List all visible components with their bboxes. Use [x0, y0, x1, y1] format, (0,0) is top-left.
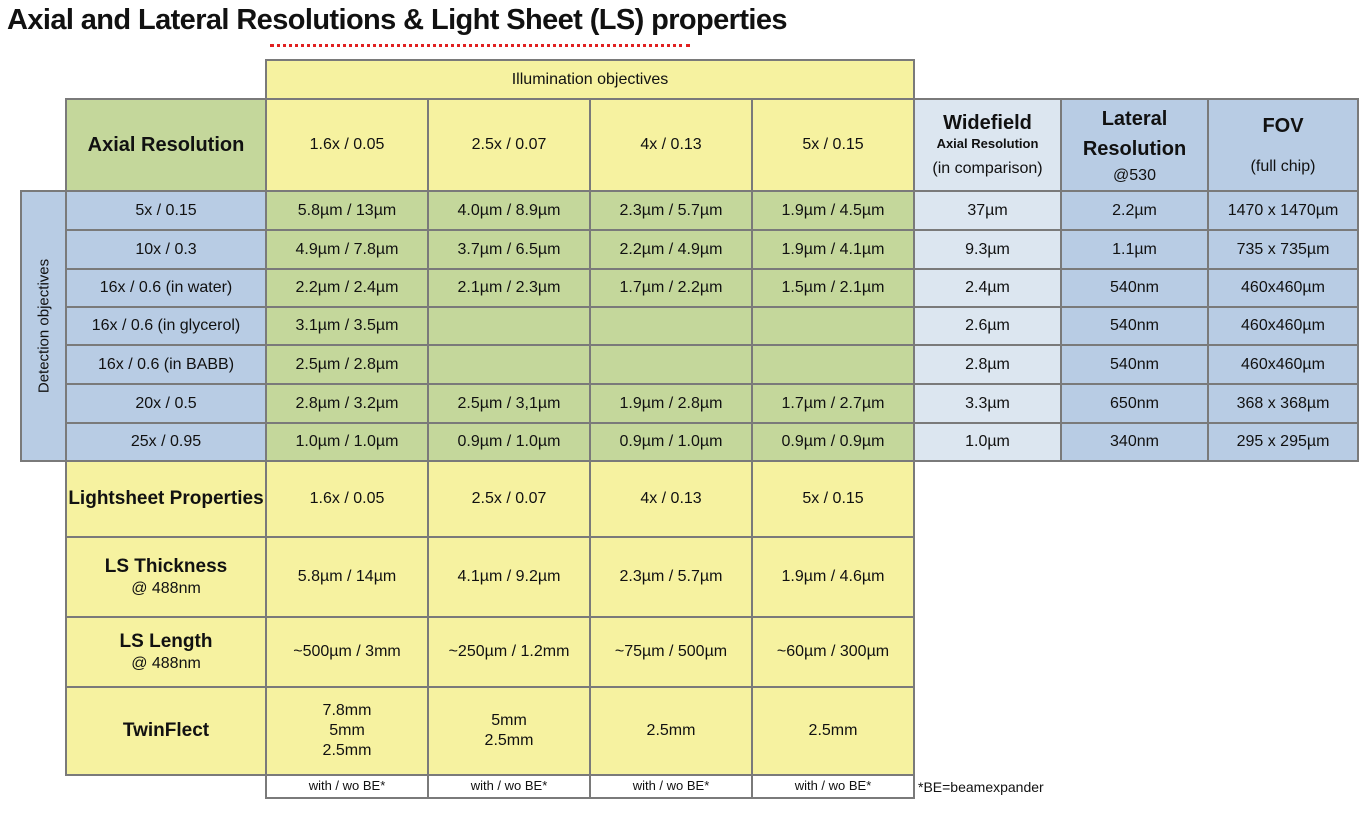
axial-value-cell: 0.9µm / 1.0µm	[589, 422, 753, 462]
lateral-title: Lateral Resolution	[1082, 108, 1187, 160]
detection-objective-cell: 16x / 0.6 (in glycerol)	[65, 306, 267, 346]
widefield-value-cell: 37µm	[913, 190, 1062, 231]
ls-length-value: ~60µm / 300µm	[751, 616, 915, 688]
twinflect-line: 2.5mm	[322, 742, 372, 759]
widefield-title: Widefield	[943, 112, 1032, 135]
ls-thickness-subtitle: @ 488nm	[131, 579, 201, 597]
illum-objective-header: 2.5x / 0.07	[427, 98, 591, 192]
fov-value-cell: 460x460µm	[1207, 344, 1359, 385]
decorative-red-dotted-line	[270, 44, 690, 47]
fov-value-cell: 295 x 295µm	[1207, 422, 1359, 462]
detection-objectives-label	[20, 190, 67, 462]
widefield-header	[913, 98, 1062, 192]
ls-length-value: ~250µm / 1.2mm	[427, 616, 591, 688]
fov-value-cell: 368 x 368µm	[1207, 383, 1359, 424]
axial-value-cell: 1.9µm / 2.8µm	[589, 383, 753, 424]
illum-objective-header: 4x / 0.13	[589, 98, 753, 192]
footnote-cell: with / wo BE*	[589, 774, 753, 799]
twinflect-value	[589, 686, 753, 776]
fov-note: (full chip)	[1250, 157, 1316, 175]
ls-thickness-value: 4.1µm / 9.2µm	[427, 536, 591, 618]
axial-value-cell: 1.5µm / 2.1µm	[751, 268, 915, 308]
axial-value-cell: 2.1µm / 2.3µm	[427, 268, 591, 308]
ls-length-value: ~500µm / 3mm	[265, 616, 429, 688]
twinflect-value	[265, 686, 429, 776]
fov-value-cell: 460x460µm	[1207, 306, 1359, 346]
widefield-subtitle: Axial Resolution	[936, 136, 1039, 152]
axial-value-cell	[589, 344, 753, 385]
twinflect-line: 2.5mm	[646, 722, 696, 739]
fov-value-cell: 1470 x 1470µm	[1207, 190, 1359, 231]
detection-objective-cell: 16x / 0.6 (in water)	[65, 268, 267, 308]
ls-thickness-value: 1.9µm / 4.6µm	[751, 536, 915, 618]
lightsheet-properties-header: Lightsheet Properties	[65, 460, 267, 538]
lightsheet-objective-cell: 4x / 0.13	[589, 460, 753, 538]
axial-value-cell: 4.0µm / 8.9µm	[427, 190, 591, 231]
detection-objective-cell: 16x / 0.6 (in BABB)	[65, 344, 267, 385]
page-title: Axial and Lateral Resolutions & Light Sheet (LS) properties	[7, 4, 787, 36]
twinflect-line: 5mm	[329, 722, 365, 739]
lateral-value-cell: 650nm	[1060, 383, 1209, 424]
detection-objective-cell: 5x / 0.15	[65, 190, 267, 231]
detection-objectives-text: Detection objectives	[35, 258, 52, 394]
twinflect-line: 2.5mm	[808, 722, 858, 739]
fov-header	[1207, 98, 1359, 192]
illum-objective-header: 1.6x / 0.05	[265, 98, 429, 192]
lightsheet-objective-cell: 1.6x / 0.05	[265, 460, 429, 538]
ls-thickness-label	[65, 536, 267, 618]
twinflect-line: 7.8mm	[322, 702, 372, 719]
widefield-value-cell: 2.8µm	[913, 344, 1062, 385]
detection-objective-cell: 10x / 0.3	[65, 229, 267, 270]
axial-resolution-header: Axial Resolution	[65, 98, 267, 192]
footnote-cell: with / wo BE*	[427, 774, 591, 799]
ls-thickness-value: 2.3µm / 5.7µm	[589, 536, 753, 618]
axial-value-cell: 5.8µm / 13µm	[265, 190, 429, 231]
axial-value-cell: 2.5µm / 3,1µm	[427, 383, 591, 424]
lateral-value-cell: 1.1µm	[1060, 229, 1209, 270]
footnote: *BE=beamexpander	[918, 779, 1044, 795]
widefield-note: (in comparison)	[932, 159, 1043, 177]
axial-value-cell: 3.7µm / 6.5µm	[427, 229, 591, 270]
axial-value-cell: 2.2µm / 2.4µm	[265, 268, 429, 308]
lateral-value-cell: 540nm	[1060, 344, 1209, 385]
footnote-cell: with / wo BE*	[751, 774, 915, 799]
lateral-note: @530	[1113, 167, 1156, 184]
fov-value-cell: 735 x 735µm	[1207, 229, 1359, 270]
lightsheet-objective-cell: 2.5x / 0.07	[427, 460, 591, 538]
detection-objective-cell: 20x / 0.5	[65, 383, 267, 424]
twinflect-value	[427, 686, 591, 776]
axial-value-cell: 1.7µm / 2.7µm	[751, 383, 915, 424]
lateral-value-cell: 540nm	[1060, 268, 1209, 308]
ls-length-label	[65, 616, 267, 688]
ls-length-value: ~75µm / 500µm	[589, 616, 753, 688]
widefield-value-cell: 9.3µm	[913, 229, 1062, 270]
axial-value-cell: 2.5µm / 2.8µm	[265, 344, 429, 385]
ls-length-title: LS Length	[119, 631, 213, 653]
axial-value-cell: 1.9µm / 4.5µm	[751, 190, 915, 231]
fov-value-cell: 460x460µm	[1207, 268, 1359, 308]
axial-value-cell	[751, 306, 915, 346]
axial-value-cell: 0.9µm / 1.0µm	[427, 422, 591, 462]
twinflect-line: 5mm	[491, 712, 527, 729]
twinflect-line: 2.5mm	[484, 732, 534, 749]
twinflect-value	[751, 686, 915, 776]
ls-length-subtitle: @ 488nm	[131, 654, 201, 672]
detection-objective-cell: 25x / 0.95	[65, 422, 267, 462]
axial-value-cell	[427, 306, 591, 346]
axial-value-cell	[427, 344, 591, 385]
axial-value-cell: 1.9µm / 4.1µm	[751, 229, 915, 270]
widefield-value-cell: 1.0µm	[913, 422, 1062, 462]
ls-thickness-value: 5.8µm / 14µm	[265, 536, 429, 618]
axial-value-cell: 2.3µm / 5.7µm	[589, 190, 753, 231]
widefield-value-cell: 3.3µm	[913, 383, 1062, 424]
lateral-value-cell: 2.2µm	[1060, 190, 1209, 231]
axial-value-cell: 3.1µm / 3.5µm	[265, 306, 429, 346]
lightsheet-objective-cell: 5x / 0.15	[751, 460, 915, 538]
illum-objective-header: 5x / 0.15	[751, 98, 915, 192]
twinflect-label: TwinFlect	[65, 686, 267, 776]
axial-value-cell: 4.9µm / 7.8µm	[265, 229, 429, 270]
axial-value-cell	[589, 306, 753, 346]
axial-value-cell: 2.2µm / 4.9µm	[589, 229, 753, 270]
axial-value-cell: 0.9µm / 0.9µm	[751, 422, 915, 462]
axial-value-cell: 1.7µm / 2.2µm	[589, 268, 753, 308]
lateral-value-cell: 340nm	[1060, 422, 1209, 462]
footnote-cell: with / wo BE*	[265, 774, 429, 799]
lateral-value-cell: 540nm	[1060, 306, 1209, 346]
ls-thickness-title: LS Thickness	[104, 556, 228, 578]
widefield-value-cell: 2.4µm	[913, 268, 1062, 308]
axial-value-cell: 1.0µm / 1.0µm	[265, 422, 429, 462]
fov-title: FOV	[1262, 114, 1304, 137]
axial-value-cell: 2.8µm / 3.2µm	[265, 383, 429, 424]
lateral-resolution-header	[1060, 98, 1209, 192]
illumination-objectives-header: Illumination objectives	[265, 59, 915, 100]
axial-value-cell	[751, 344, 915, 385]
widefield-value-cell: 2.6µm	[913, 306, 1062, 346]
